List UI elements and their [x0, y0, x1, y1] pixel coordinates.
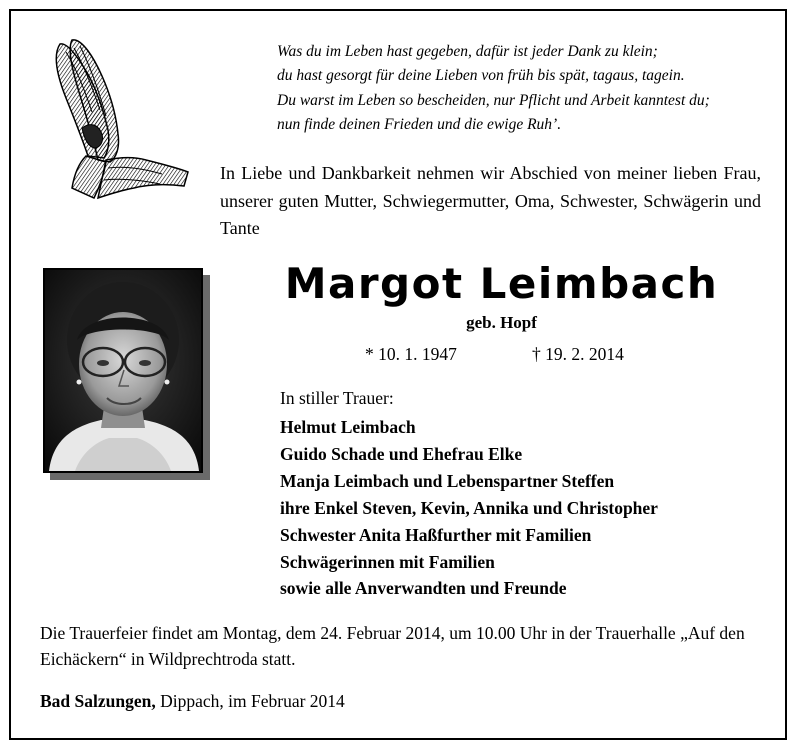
mourning-label: In stiller Trauer:	[280, 388, 394, 408]
poem-line: Was du im Leben hast gegeben, dafür ist jeder Dank zu klein;	[277, 43, 658, 60]
mourner-line: Helmut Leimbach	[280, 417, 416, 437]
mourner-line: Guido Schade und Ehefrau Elke	[280, 443, 523, 464]
mourner-line: Manja Leimbach und Lebenspartner Steffen	[280, 470, 615, 491]
poem-line: du hast gesorgt für deine Lieben von früh bis spät, tagaus, tagein.	[277, 67, 685, 85]
portrait-frame	[43, 268, 203, 473]
maiden-name: geb. Hopf	[466, 313, 537, 332]
intro-text: In Liebe und Dankbarkeit nehmen wir Abschied von meiner lieben Frau, unserer guten Mutter, Schwiegermutter, Oma, Schwester, Schwägerin und Tante	[220, 163, 761, 238]
mourner-line: sowie alle Anverwandten und Freunde	[280, 578, 567, 599]
poem	[277, 40, 777, 137]
poem-line: nun finde deinen Frieden und die ewige Ruh’.	[277, 115, 562, 133]
poem-line: Du warst im Leben so bescheiden, nur Pflicht und Arbeit kanntest du;	[277, 91, 710, 109]
portrait-photo	[43, 268, 203, 473]
praying-hands-icon	[38, 38, 198, 203]
mourners-list	[280, 414, 658, 602]
mourner-line: Schwester Anita Haßfurther mit Familien	[280, 524, 592, 545]
place-rest: Dippach, im Februar 2014	[155, 691, 345, 711]
death-date: † 19. 2. 2014	[532, 344, 624, 364]
mourner-line: ihre Enkel Steven, Kevin, Annika und Christopher	[280, 497, 658, 518]
funeral-notice: Die Trauerfeier findet am Montag, dem 24. Februar 2014, um 10.00 Uhr in der Trauerhalle „Auf den Eichäckern“ in Wildprechtroda statt.	[40, 623, 745, 669]
birth-date: * 10. 1. 1947	[365, 344, 457, 364]
mourner-line: Schwägerinnen mit Familien	[280, 551, 495, 572]
place-and-date	[40, 688, 345, 714]
deceased-name: Margot Leimbach	[284, 259, 719, 308]
place-city: Bad Salzungen,	[40, 691, 156, 711]
